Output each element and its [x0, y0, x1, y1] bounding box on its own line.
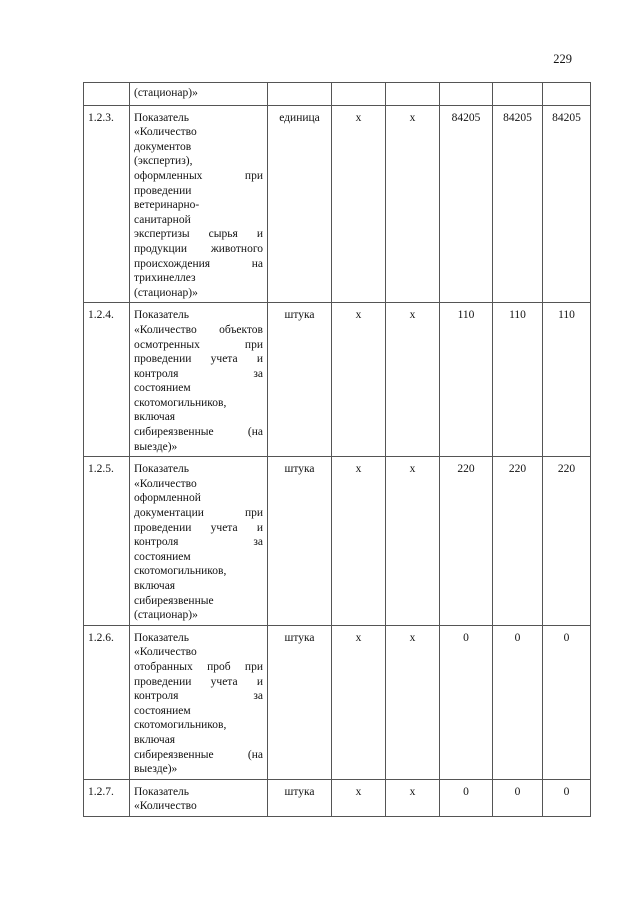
name-line: проведении учета и: [134, 675, 263, 688]
name-line: скотомогильников,: [134, 396, 227, 409]
table-row: [84, 625, 591, 779]
cell-value-2: 110: [493, 303, 543, 457]
cell-value-2: 84205: [493, 105, 543, 303]
table-row: [84, 457, 591, 626]
name-line: (экспертиз),: [134, 155, 193, 168]
cell-name: [130, 105, 268, 303]
name-line: контроля за: [134, 367, 263, 380]
cell-mark-1: [332, 83, 386, 106]
cell-num: 1.2.7.: [84, 779, 130, 816]
name-line: оформленных при: [134, 169, 263, 182]
cell-num: [84, 83, 130, 106]
page-number: 229: [553, 52, 572, 66]
name-line: контроля за: [134, 536, 263, 549]
cell-value-2: [493, 83, 543, 106]
name-line: (стационар)»: [134, 286, 198, 299]
name-line: «Количество: [134, 477, 197, 490]
indicators-table: [83, 82, 591, 817]
table-row: [84, 105, 591, 303]
name-line: сибиреязвенные (на: [134, 748, 263, 761]
name-line: документов: [134, 140, 192, 153]
name-line: выезде)»: [134, 763, 178, 776]
cell-value-1: [440, 83, 493, 106]
name-line: состоянием: [134, 704, 191, 717]
name-line: включая: [134, 580, 176, 592]
cell-mark-2: х: [386, 779, 440, 816]
cell-unit: штука: [268, 779, 332, 816]
cell-value-3: 220: [543, 457, 591, 626]
name-line: контроля за: [134, 690, 263, 703]
name-line: проведении учета и: [134, 353, 263, 366]
cell-mark-2: х: [386, 457, 440, 626]
cell-value-1: 0: [440, 625, 493, 779]
name-line: отобранных проб при: [134, 660, 263, 673]
cell-unit: [268, 83, 332, 106]
name-line: проведении: [134, 184, 192, 197]
name-line: выезде)»: [134, 440, 178, 453]
cell-mark-1: х: [332, 303, 386, 457]
cell-unit: штука: [268, 303, 332, 457]
name-line: включая: [134, 411, 176, 424]
cell-num: 1.2.6.: [84, 625, 130, 779]
cell-name: [130, 779, 268, 816]
cell-mark-1: х: [332, 779, 386, 816]
name-line: трихинеллез: [134, 272, 196, 285]
cell-mark-2: х: [386, 625, 440, 779]
name-line: состоянием: [134, 550, 191, 563]
name-line: санитарной: [134, 213, 191, 226]
table-body: [84, 83, 591, 817]
cell-value-1: 110: [440, 303, 493, 457]
name-line: Показатель: [134, 309, 190, 322]
cell-num: 1.2.5.: [84, 457, 130, 626]
name-line: «Количество объектов: [134, 323, 263, 336]
name-line: осмотренных при: [134, 338, 263, 351]
name-line: «Количество: [134, 646, 197, 659]
name-line: проведении учета и: [134, 521, 263, 534]
continuation-row: [84, 83, 591, 106]
cell-value-2: 0: [493, 625, 543, 779]
name-line: Показатель: [134, 111, 190, 124]
cell-mark-1: х: [332, 105, 386, 303]
cell-name: [130, 303, 268, 457]
name-line: Показатель: [134, 463, 190, 476]
cell-name: [130, 83, 268, 106]
cell-value-1: 0: [440, 779, 493, 816]
name-line: документации при: [134, 507, 263, 520]
cell-mark-2: х: [386, 105, 440, 303]
cell-value-1: 220: [440, 457, 493, 626]
name-line: сибиреязвенные: [134, 594, 214, 607]
cell-name: [130, 625, 268, 779]
table-row: [84, 303, 591, 457]
name-line: Показатель: [134, 631, 190, 644]
name-line: продукции животного: [134, 242, 263, 255]
cell-value-2: 220: [493, 457, 543, 626]
cell-num: 1.2.3.: [84, 105, 130, 303]
cell-value-3: 84205: [543, 105, 591, 303]
name-line: скотомогильников,: [134, 565, 227, 578]
cell-mark-1: х: [332, 625, 386, 779]
cell-value-3: 0: [543, 779, 591, 816]
name-line: «Количество: [134, 126, 197, 139]
name-line: «Количество: [134, 800, 197, 813]
cell-unit: штука: [268, 457, 332, 626]
table-row: [84, 779, 591, 816]
name-line: скотомогильников,: [134, 719, 227, 732]
cell-mark-1: х: [332, 457, 386, 626]
cell-value-3: 0: [543, 625, 591, 779]
name-line: включая: [134, 733, 176, 746]
name-line: происхождения на: [134, 257, 263, 270]
cell-value-3: 110: [543, 303, 591, 457]
name-line: экспертизы сырья и: [134, 228, 263, 241]
cell-value-1: 84205: [440, 105, 493, 303]
name-line: (стационар)»: [134, 87, 198, 99]
cell-value-2: 0: [493, 779, 543, 816]
name-line: сибиреязвенные (на: [134, 426, 263, 439]
cell-mark-2: х: [386, 303, 440, 457]
name-line: оформленной: [134, 492, 201, 505]
name-line: (стационар)»: [134, 609, 198, 622]
cell-value-3: [543, 83, 591, 106]
cell-mark-2: [386, 83, 440, 106]
cell-num: 1.2.4.: [84, 303, 130, 457]
cell-name: [130, 457, 268, 626]
cell-unit: штука: [268, 625, 332, 779]
name-line: Показатель: [134, 785, 190, 798]
cell-unit: единица: [268, 105, 332, 303]
name-line: состоянием: [134, 382, 191, 395]
name-line: ветеринарно-: [134, 199, 200, 212]
